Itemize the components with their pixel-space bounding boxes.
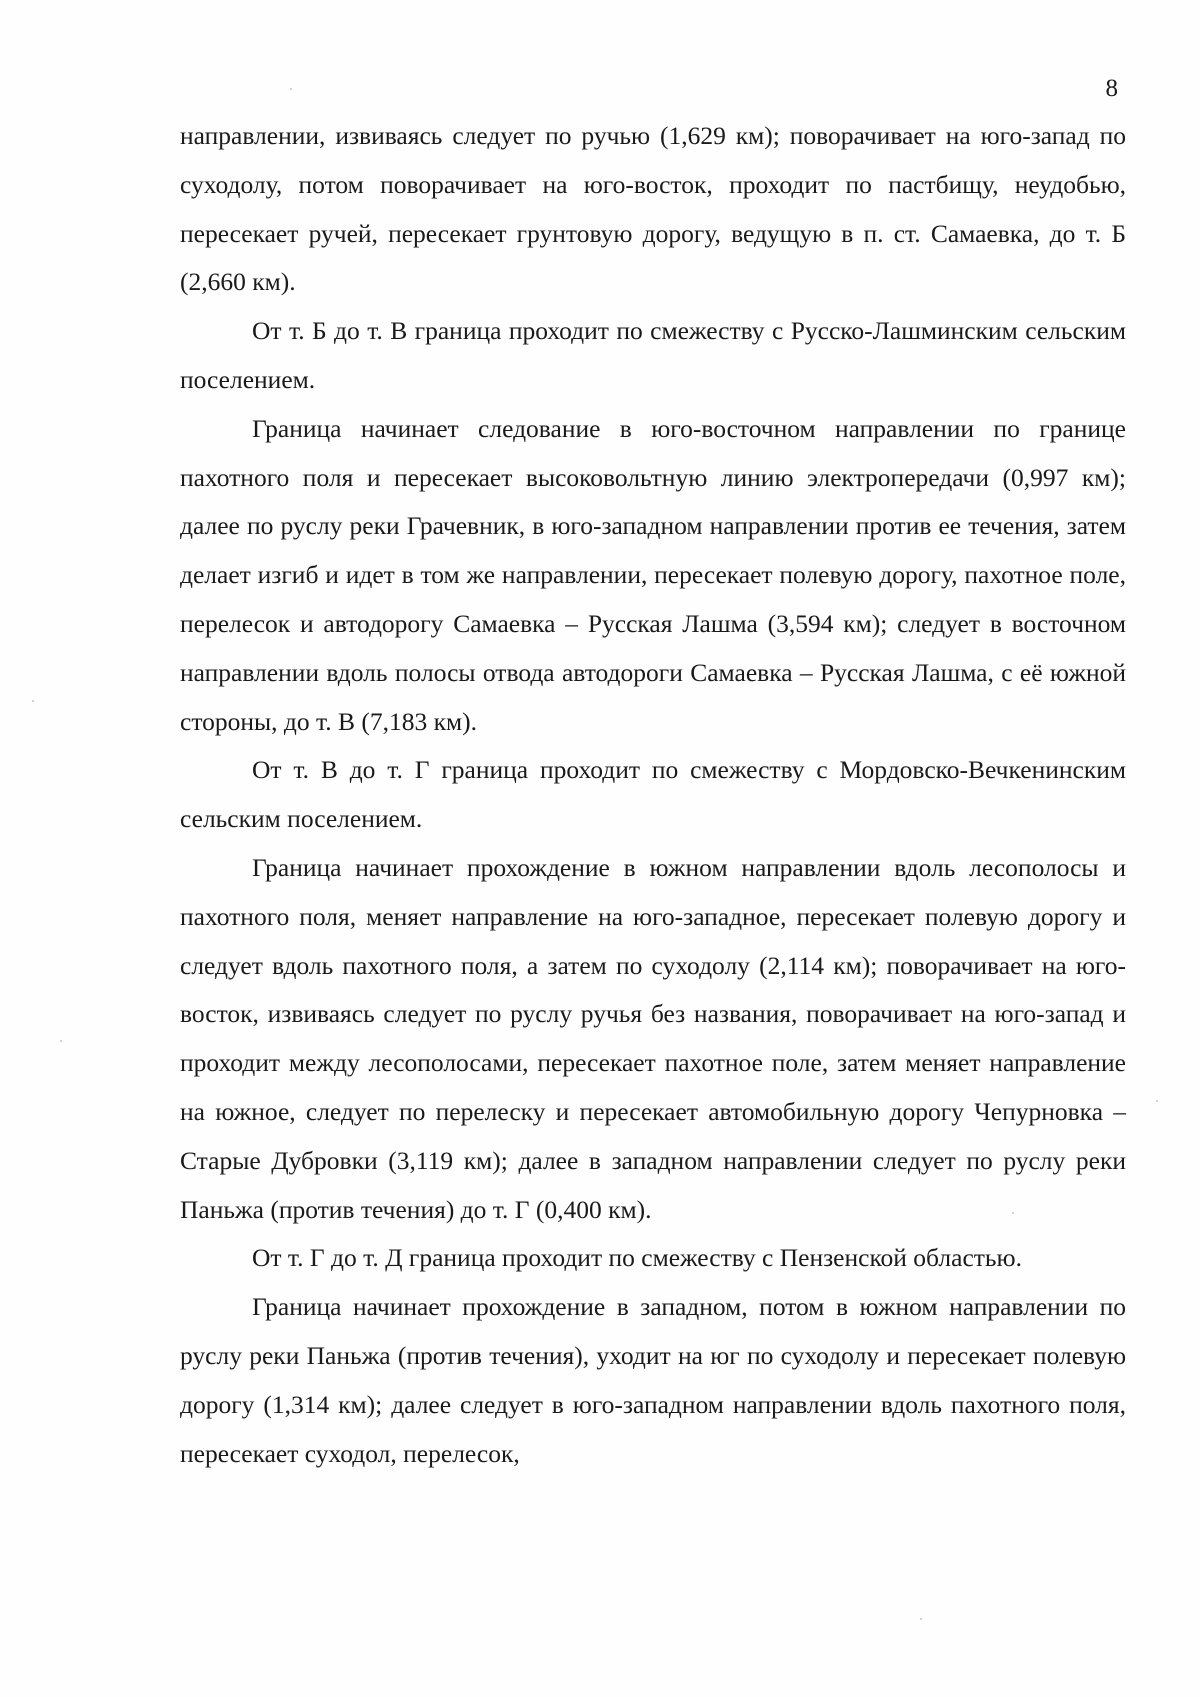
scan-speck xyxy=(290,88,292,90)
scan-speck xyxy=(920,1618,922,1620)
paragraph-6: От т. Г до т. Д граница проходит по смежеству с Пензенской областью. xyxy=(252,1243,1022,1273)
document-body xyxy=(180,112,1126,1478)
paragraph-5: Граница начинает прохождение в южном направлении вдоль лесополосы и пахотного поля, меняет направление на юго-западное, пересекает полевую дорогу и следует вдоль пахотного поля, а затем по суходолу (2,114 км); поворачивает на юго-восток, извиваясь следует по руслу ручья без названия, поворачивает на юго-запад и проходит между лесополосами, пересекает пахотное поле, затем меняет направление на южное, следует по перелеску и пересекает автомобильную дорогу Чепурновка – Старые Дубровки (3,119 км); далее в западном направлении следует по руслу реки Паньжа (против течения) до т. Г (0,400 км). xyxy=(180,852,1126,1224)
scan-speck xyxy=(1012,1212,1014,1214)
paragraph-3: Граница начинает следование в юго-восточном направлении по границе пахотного поля и пересекает высоковольтную линию электропередачи (0,997 км); далее по руслу реки Грачевник, в юго-западном направлении против ее течения, затем делает изгиб и идет в том же направлении, пересекает полевую дорогу, пахотное поле, перелесок и автодорогу Самаевка – Русская Лашма (3,594 км); следует в восточном направлении вдоль полосы отвода автодороги Самаевка – Русская Лашма, с её южной стороны, до т. В (7,183 км). xyxy=(180,413,1126,736)
paragraph-7: Граница начинает прохождение в западном, потом в южном направлении по руслу реки Паньжа (против течения), уходит на юг по суходолу и пересекает полевую дорогу (1,314 км); далее следует в юго-западном направлении вдоль пахотного поля, пересекает суходол, перелесок, xyxy=(180,1292,1126,1468)
scan-speck xyxy=(1156,1100,1158,1102)
scan-speck xyxy=(60,1040,62,1042)
paragraph-2: От т. Б до т. В граница проходит по смежеству с Русско-Лашминским сельским поселением. xyxy=(180,316,1126,394)
scan-speck xyxy=(32,700,34,702)
page-number: 8 xyxy=(1105,75,1118,102)
paragraph-4: От т. В до т. Г граница проходит по смежеству с Мордовско-Вечкенинским сельским поселением. xyxy=(180,755,1126,834)
paragraph-1: направлении, извиваясь следует по ручью (1,629 км); поворачивает на юго-запад по суходолу, потом поворачивает на юго-восток, проходит по пастбищу, неудобью, пересекает ручей, пересекает грунтовую дорогу, ведущую в п. ст. Самаевка, до т. Б (2,660 км). xyxy=(180,121,1126,297)
